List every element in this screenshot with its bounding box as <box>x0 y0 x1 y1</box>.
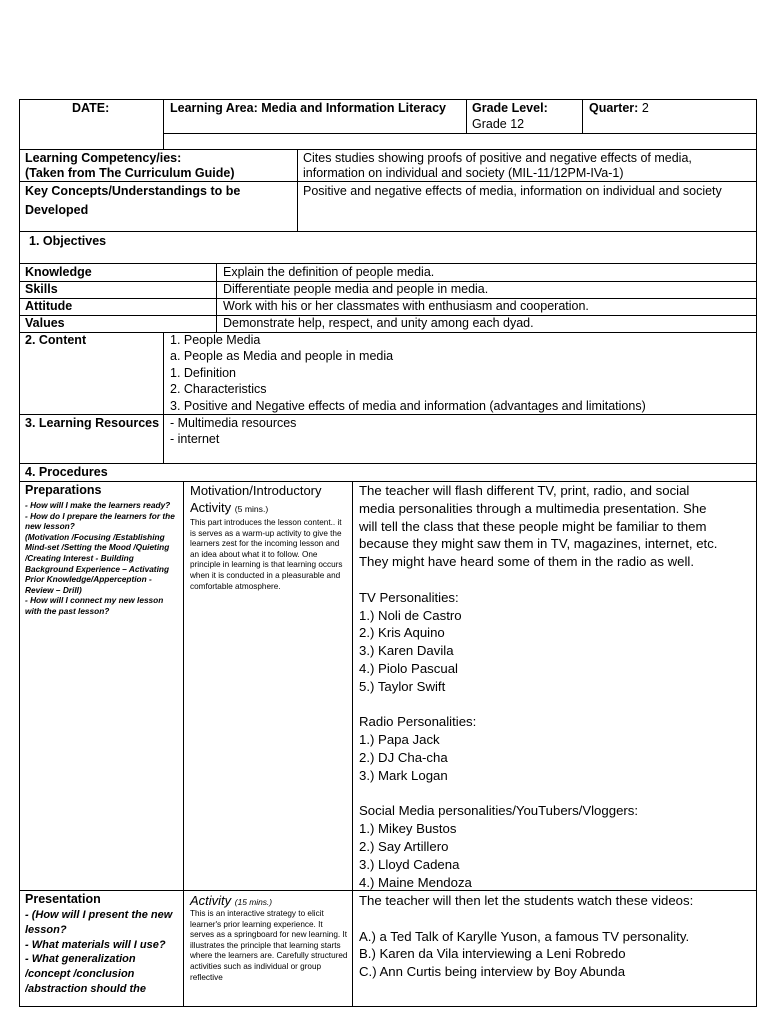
resource-line: - internet <box>170 432 220 446</box>
activity-line: will tell the class that these people might be familiar to them <box>359 518 707 534</box>
objective-value-attitude: Work with his or her classmates with enthusiasm and cooperation. <box>223 299 589 313</box>
motivation-activity-text <box>359 482 753 891</box>
presentation-questions: - (How will I present the new lesson? - What materials will I use? - What generalization /concept /conclusion /abstraction should the <box>25 909 173 995</box>
resource-line: - Multimedia resources <box>170 416 297 430</box>
preparations-notes: - How will I make the learners ready? - How do I prepare the learners for the new lesson? (Motivation /Focusing /Establishing Mind-set /Setting the Mood /Quieting /Creating Interest - Building Background Experience – Activating Prior Knowledge/Apperception - Review – Drill) - How will I connect my new lesson with the past lesson? <box>25 500 175 616</box>
motivation-title-line1: Motivation/Introductory <box>190 483 322 498</box>
activity-line: TV Personalities: <box>359 589 459 605</box>
activity-line: 1.) Mikey Bustos <box>359 821 457 837</box>
content-line: 1. People Media <box>170 333 261 347</box>
activity-line: The teacher will then let the students watch these videos: <box>359 893 694 908</box>
activity-teacher-text <box>359 892 753 981</box>
activity-line: 2.) Say Artillero <box>359 838 449 854</box>
activity-line: 1.) Noli de Castro <box>359 607 462 623</box>
activity-line: 5.) Taylor Swift <box>359 678 446 694</box>
objective-label-skills: Skills <box>25 282 58 296</box>
motivation-title-word: Activity <box>190 500 232 515</box>
blank-line <box>359 696 753 714</box>
competency-value-line1: Cites studies showing proofs of positive and negative effects of media, <box>303 151 692 165</box>
activity-line: media personalities through a multimedia presentation. She <box>359 500 707 516</box>
activity-line: They might have heard some of them in the radio as well. <box>359 554 694 570</box>
activity-title-row <box>190 893 272 910</box>
content-label: 2. Content <box>25 333 87 347</box>
activity-line: 2.) DJ Cha-cha <box>359 749 448 765</box>
activity-line: 3.) Karen Davila <box>359 643 454 659</box>
content-line: 3. Positive and Negative effects of media and information (advantages and limitations) <box>170 399 646 413</box>
activity-line: Social Media personalities/YouTubers/Vloggers: <box>359 803 639 819</box>
key-concepts-value: Positive and negative effects of media, information on individual and society <box>303 184 722 198</box>
content-line: 2. Characteristics <box>170 382 267 396</box>
motivation-description: This part introduces the lesson content.. it is serves as a warm-up activity to give the learners zest for the incoming lesson and an idea about what it to follow. One principle in learning is that learning occurs when it is conducted in a pleasurable and comfortable atmosphere. <box>190 518 343 591</box>
activity-line: Radio Personalities: <box>359 714 477 730</box>
activity-line: 3.) Mark Logan <box>359 767 448 783</box>
activity-line: 2.) Kris Aquino <box>359 625 445 641</box>
key-concepts-label-line2: Developed <box>25 203 89 217</box>
motivation-duration: (5 mins.) <box>234 504 269 514</box>
motivation-title-line2 <box>190 500 268 517</box>
grade-level-value: Grade 12 <box>472 117 525 131</box>
objective-value-knowledge: Explain the definition of people media. <box>223 265 435 279</box>
activity-line: 3.) Lloyd Cadena <box>359 856 460 872</box>
objective-value-values: Demonstrate help, respect, and unity among each dyad. <box>223 316 534 330</box>
activity-line: C.) Ann Curtis being interview by Boy Abunda <box>359 964 626 980</box>
objective-label-attitude: Attitude <box>25 299 73 313</box>
activity-description: This is an interactive strategy to elicit learner's prior learning experience. It serves as a springboard for new learning. It illustrates the principle that learning starts where the learners are. Carefully structured activities such as individual or group reflective <box>190 909 348 982</box>
competency-value-line2: information on individual and society (MIL-11/12PM-IVa-1) <box>303 166 624 180</box>
activity-line: B.) Karen da Vila interviewing a Leni Robredo <box>359 946 626 962</box>
key-concepts-label-line1: Key Concepts/Understandings to be <box>25 184 241 198</box>
quarter-label: Quarter: <box>589 101 639 115</box>
activity-line: 4.) Maine Mendoza <box>359 874 472 890</box>
quarter-field <box>589 101 649 116</box>
objective-value-skills: Differentiate people media and people in media. <box>223 282 489 296</box>
procedures-heading: 4. Procedures <box>25 465 108 479</box>
activity-line: 4.) Piolo Pascual <box>359 660 458 676</box>
competency-label-line1: Learning Competency/ies: <box>25 151 182 165</box>
learning-area-label: Learning Area: Media and Information Literacy <box>170 101 446 115</box>
objective-label-values: Values <box>25 316 65 330</box>
blank-line <box>359 571 753 589</box>
activity-title: Activity <box>190 893 232 908</box>
activity-duration: (15 mins.) <box>234 897 273 907</box>
activity-line: 1.) Papa Jack <box>359 732 440 748</box>
content-line: 1. Definition <box>170 366 237 380</box>
content-line: a. People as Media and people in media <box>170 349 394 363</box>
quarter-value: 2 <box>641 101 649 115</box>
activity-line: A.) a Ted Talk of Karylle Yuson, a famous TV personality. <box>359 928 690 944</box>
objective-label-knowledge: Knowledge <box>25 265 92 279</box>
preparations-title: Preparations <box>25 483 102 497</box>
resources-label: 3. Learning Resources <box>25 416 160 430</box>
activity-line: because they might saw them in TV, magazines, internet, etc. <box>359 536 718 552</box>
date-label: DATE: <box>72 101 110 115</box>
presentation-title: Presentation <box>25 892 101 906</box>
grade-level-label: Grade Level: <box>472 101 548 115</box>
blank-line <box>359 785 753 803</box>
blank-line <box>359 910 753 928</box>
competency-label-line2: (Taken from The Curriculum Guide) <box>25 166 235 180</box>
activity-line: The teacher will flash different TV, print, radio, and social <box>359 483 690 498</box>
objectives-heading: 1. Objectives <box>29 234 107 248</box>
